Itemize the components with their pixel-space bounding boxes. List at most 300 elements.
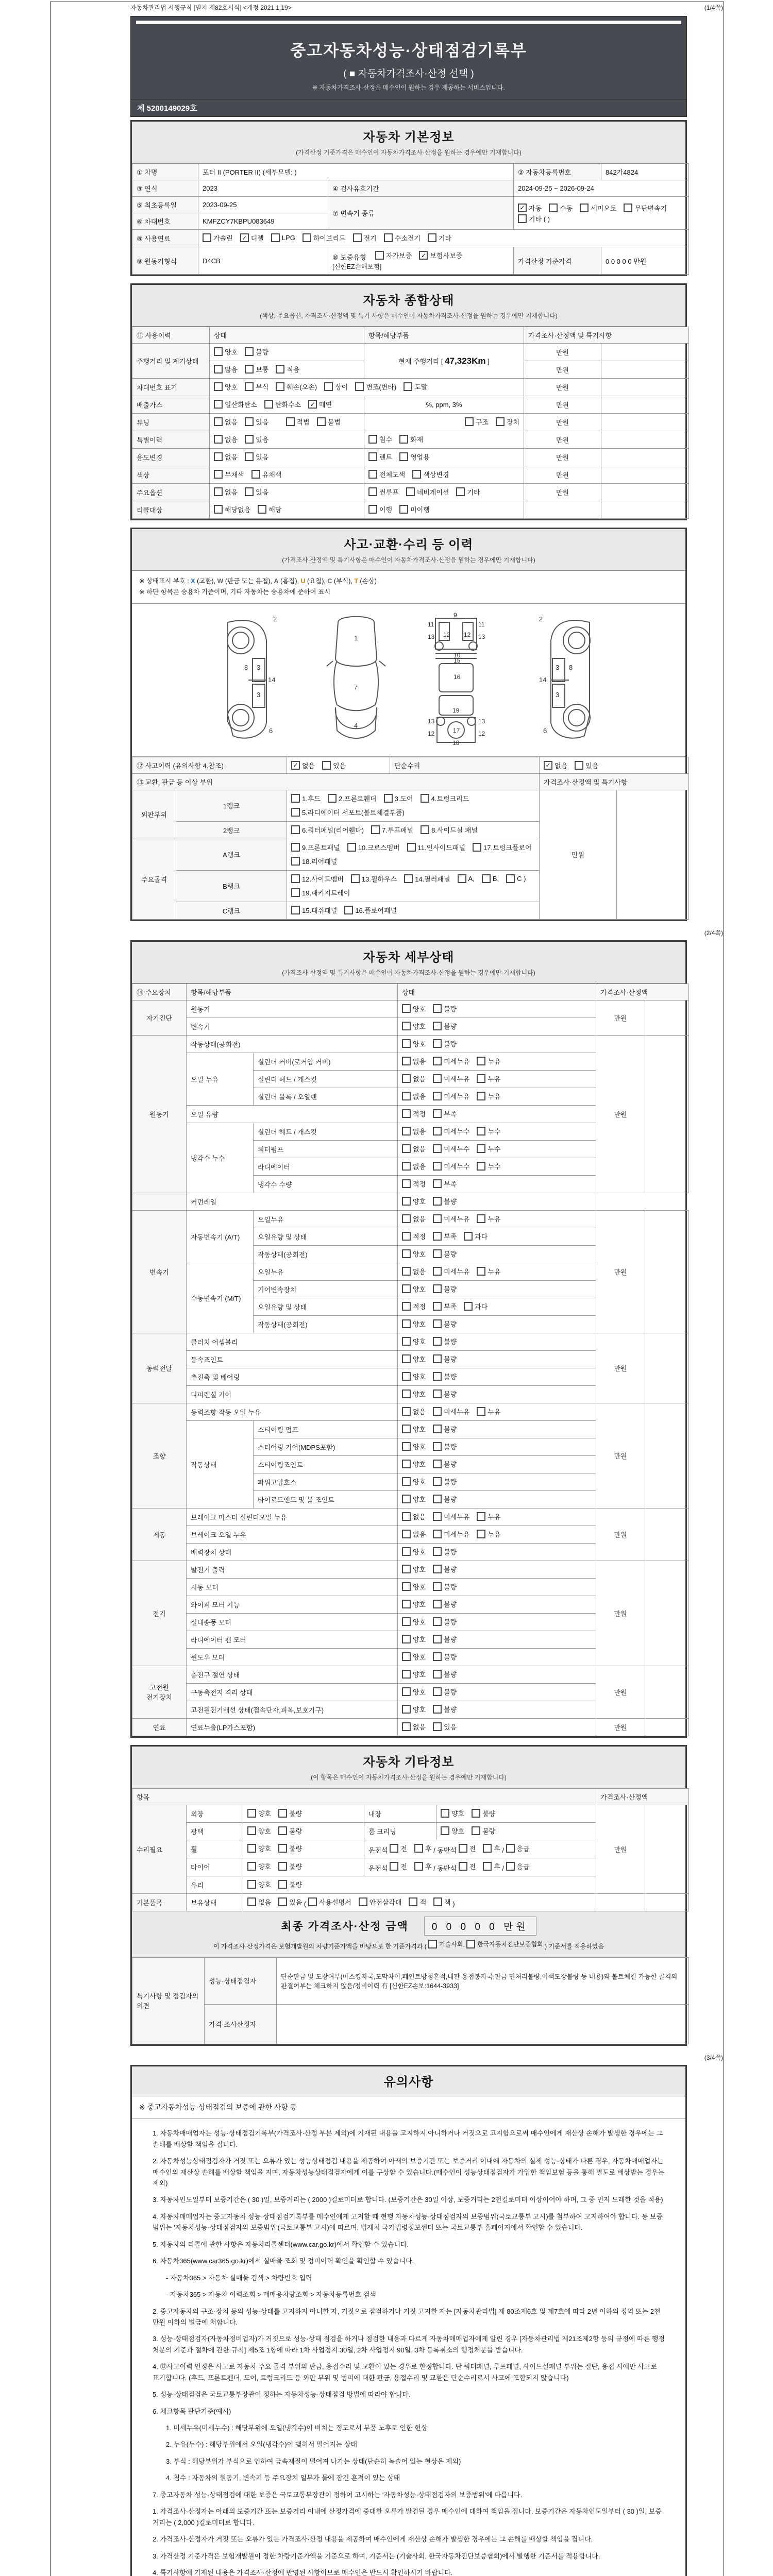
checkbox[interactable]: [402, 1302, 411, 1311]
checkbox[interactable]: [390, 1844, 398, 1853]
checkbox[interactable]: [433, 1652, 442, 1661]
checkbox[interactable]: [433, 1127, 442, 1136]
checkbox[interactable]: [286, 417, 295, 426]
checkbox[interactable]: [402, 1284, 411, 1293]
checkbox[interactable]: [303, 233, 311, 242]
checkbox[interactable]: [291, 906, 300, 914]
checkbox[interactable]: [247, 1826, 256, 1835]
checkbox[interactable]: [278, 1844, 287, 1853]
checkbox-label: 불량: [444, 1600, 457, 1608]
checkbox[interactable]: [384, 233, 393, 242]
checkbox[interactable]: [322, 761, 331, 770]
checkbox[interactable]: [399, 452, 408, 461]
checkbox[interactable]: [506, 1844, 515, 1853]
checkbox[interactable]: [368, 505, 377, 514]
checkbox[interactable]: [409, 1897, 417, 1906]
checkbox-option: [404, 382, 427, 392]
warranty-cell: [328, 247, 514, 275]
checkbox[interactable]: [402, 1565, 411, 1573]
overall-col-item: 항목/해당부품: [364, 327, 524, 344]
tuning-checks-1: [214, 420, 268, 428]
checkbox[interactable]: [433, 1284, 442, 1293]
checkbox[interactable]: [324, 382, 333, 391]
checkbox[interactable]: [247, 1880, 256, 1889]
item-label: 작동상태(공회전): [187, 1035, 398, 1053]
checkbox-option: [402, 1424, 426, 1434]
checkbox[interactable]: [404, 382, 412, 391]
mileage-row-label: 주행거리 및 계기상태: [132, 344, 210, 379]
svg-text:11: 11: [428, 620, 434, 628]
checkbox-label: 부족: [444, 1110, 457, 1118]
car-top-diagram: [317, 612, 395, 746]
checkbox[interactable]: [433, 1512, 442, 1521]
checkbox[interactable]: [402, 1600, 411, 1608]
checkbox[interactable]: [459, 1862, 467, 1871]
checkbox[interactable]: [402, 1249, 411, 1258]
device-group-label: 조향: [132, 1403, 187, 1508]
checkbox[interactable]: [433, 1389, 442, 1398]
checkbox[interactable]: [506, 874, 515, 883]
checkbox[interactable]: [402, 1670, 411, 1679]
checkbox[interactable]: [433, 1232, 442, 1241]
checkbox[interactable]: [402, 1512, 411, 1521]
checkbox[interactable]: [245, 487, 254, 496]
checkbox[interactable]: [433, 1897, 442, 1906]
recall-price: [524, 501, 601, 519]
checkbox[interactable]: [344, 906, 353, 914]
checkbox[interactable]: [459, 1844, 467, 1853]
checkbox[interactable]: [433, 1477, 442, 1486]
checkbox[interactable]: [433, 1022, 442, 1030]
checkbox-option: [402, 1389, 426, 1399]
checkbox[interactable]: [214, 382, 223, 391]
checkbox[interactable]: [518, 214, 527, 223]
checkbox[interactable]: [433, 1162, 442, 1171]
checkbox[interactable]: [482, 874, 491, 883]
checkbox[interactable]: [214, 487, 223, 496]
item-state-checks: [398, 1543, 596, 1561]
checkbox[interactable]: ✓: [291, 761, 300, 770]
checkbox[interactable]: [276, 382, 284, 391]
checkbox-option: [402, 1371, 426, 1381]
rankB-items: [287, 870, 540, 902]
checkbox-label: 기타: [438, 234, 452, 242]
checkbox[interactable]: [412, 470, 421, 479]
checkbox-label: 부식: [256, 383, 269, 391]
checkbox[interactable]: [458, 874, 466, 883]
checkbox-label: 불량: [444, 1705, 457, 1714]
checkbox[interactable]: [214, 435, 223, 444]
checkbox-option: [384, 233, 421, 243]
checkbox-label: 매연: [319, 401, 332, 409]
checkbox[interactable]: [245, 452, 254, 461]
checkbox[interactable]: [402, 1635, 411, 1643]
checkbox[interactable]: [402, 1582, 411, 1591]
checkbox-label: 불량: [289, 1845, 303, 1853]
checkbox-label: 후: [425, 1844, 432, 1853]
checkbox[interactable]: [477, 1127, 485, 1136]
checkbox-label: 없음: [225, 453, 238, 461]
checkbox[interactable]: [433, 1495, 442, 1503]
checkbox[interactable]: [402, 1460, 411, 1468]
checkbox[interactable]: [433, 1214, 442, 1223]
checkbox[interactable]: [353, 233, 362, 242]
checkbox[interactable]: [473, 843, 481, 852]
checkbox[interactable]: [351, 874, 360, 883]
checkbox[interactable]: [433, 1057, 442, 1065]
price-cell: 만원: [596, 1000, 645, 1035]
item-state-checks: [398, 1088, 596, 1105]
checkbox[interactable]: [456, 487, 465, 496]
checkbox[interactable]: [433, 1425, 442, 1433]
checkbox[interactable]: [402, 1530, 411, 1538]
checkbox-label: 양호: [413, 1548, 426, 1556]
checkbox[interactable]: [258, 505, 266, 514]
item-state-checks: [398, 1140, 596, 1158]
checkbox[interactable]: [428, 233, 436, 242]
checkbox[interactable]: [251, 470, 260, 479]
checkbox-option: [291, 888, 350, 897]
checkbox[interactable]: [245, 347, 254, 356]
checkbox[interactable]: [390, 1862, 398, 1871]
checkbox-label: 누유: [488, 1092, 501, 1100]
checkbox-label: 불량: [482, 1827, 496, 1835]
checkbox[interactable]: [466, 1940, 475, 1948]
checkbox[interactable]: [399, 505, 408, 514]
checkbox[interactable]: [433, 1442, 442, 1451]
checkbox[interactable]: ✓: [544, 761, 552, 770]
checkbox[interactable]: [404, 874, 413, 883]
checkbox[interactable]: [247, 1897, 256, 1906]
checkbox[interactable]: [506, 1862, 515, 1871]
checkbox-label: 불량: [444, 1250, 457, 1258]
checkbox[interactable]: [441, 1826, 449, 1835]
checkbox[interactable]: [402, 1705, 411, 1714]
device-group-label: 원동기: [132, 1035, 187, 1193]
overall-note: (색상, 주요옵션, 가격조사·산정액 및 특기 사항은 매수인이 자동차가격조사·산정을 원하는 경우에만 기재합니다): [260, 312, 558, 319]
checkbox-label: 불량: [289, 1880, 303, 1889]
checkbox[interactable]: [464, 1302, 473, 1311]
checkbox[interactable]: [421, 794, 429, 803]
checkbox[interactable]: [414, 1862, 423, 1871]
checkbox[interactable]: [433, 1547, 442, 1556]
checkbox[interactable]: [245, 417, 254, 426]
checkbox[interactable]: [291, 874, 300, 883]
checkbox[interactable]: [477, 1144, 485, 1153]
checkbox-label: 양호: [413, 1022, 426, 1030]
rank1-line1: [291, 793, 535, 804]
checkbox[interactable]: [433, 1582, 442, 1591]
checkbox[interactable]: [402, 1425, 411, 1433]
checkbox-option: [433, 1512, 469, 1521]
checkbox[interactable]: [264, 400, 273, 409]
checkbox-option: [575, 760, 598, 770]
checkbox-label: 15.대쉬패널: [302, 906, 338, 914]
checkbox[interactable]: [278, 1880, 287, 1889]
rankC-items: [287, 902, 540, 919]
notice-item: 1. 자동차매매업자는 성능·상태점검기록부(가격조사·산정 부분 제외)에 기재된 내용을 고지하지 아니하거나 거짓으로 고지함으로써 매수인에게 재산상 손해가 발생한 경우에는 그 손해를 배상할 책임을 집니다.: [153, 2129, 663, 2148]
checkbox[interactable]: [414, 1844, 423, 1853]
section-basic-info: [130, 120, 687, 276]
checkbox[interactable]: [271, 233, 280, 242]
checkbox[interactable]: [308, 1897, 317, 1906]
checkbox[interactable]: [245, 365, 254, 374]
checkbox[interactable]: [371, 825, 380, 834]
item-label: 클러치 어셈블리: [187, 1333, 398, 1350]
checkbox-label: 19.패키지트레이: [302, 889, 350, 897]
checkbox[interactable]: [402, 1144, 411, 1153]
checkbox[interactable]: [496, 417, 505, 426]
checkbox[interactable]: [402, 1162, 411, 1171]
checkbox-label: 양호: [413, 1635, 426, 1643]
checkbox[interactable]: [384, 794, 393, 803]
checkbox[interactable]: [203, 233, 211, 242]
checkbox[interactable]: [402, 1407, 411, 1416]
checkbox-label: 화재: [410, 436, 424, 444]
checkbox-option: [278, 1808, 302, 1818]
ext-checks: [243, 1805, 364, 1822]
holding-items: [308, 1900, 451, 1908]
checkbox[interactable]: [483, 1844, 492, 1853]
item-state-checks: [398, 1193, 596, 1210]
checkbox-option: [402, 1442, 426, 1451]
checkbox[interactable]: [247, 1862, 256, 1871]
checkbox[interactable]: [402, 1232, 411, 1241]
checkbox[interactable]: [355, 382, 364, 391]
checkbox[interactable]: [433, 1670, 442, 1679]
checkbox[interactable]: [580, 204, 589, 212]
checkbox[interactable]: [399, 435, 408, 444]
checkbox-label: 미세누수: [444, 1162, 470, 1171]
checkbox[interactable]: [375, 251, 384, 260]
checkbox[interactable]: [477, 1057, 485, 1065]
checkbox[interactable]: ✓: [240, 233, 249, 242]
checkbox[interactable]: [472, 1826, 480, 1835]
checkbox[interactable]: [402, 1722, 411, 1731]
checkbox[interactable]: [278, 1809, 287, 1818]
checkbox[interactable]: [402, 1022, 411, 1030]
checkbox[interactable]: [402, 1547, 411, 1556]
checkbox[interactable]: [402, 1039, 411, 1048]
checkbox[interactable]: [402, 1687, 411, 1696]
checkbox[interactable]: [433, 1372, 442, 1381]
checkbox[interactable]: [433, 1092, 442, 1100]
checkbox[interactable]: [402, 1109, 411, 1118]
checkbox[interactable]: [433, 1319, 442, 1328]
checkbox-label: 불량: [444, 1197, 457, 1206]
checkbox[interactable]: [245, 382, 254, 391]
checkbox[interactable]: ✓: [308, 400, 317, 409]
checkbox-option: [433, 1301, 457, 1311]
checkbox[interactable]: [402, 1442, 411, 1451]
checkbox[interactable]: [402, 1004, 411, 1013]
notice-title: 유의사항: [383, 2075, 434, 2089]
simple-repair-checks: [540, 757, 689, 773]
checkbox[interactable]: [245, 435, 254, 444]
checkbox[interactable]: [402, 1495, 411, 1503]
mileage-price-note-2: [601, 361, 689, 379]
checkbox[interactable]: [433, 1039, 442, 1048]
checkbox[interactable]: [402, 1092, 411, 1100]
checkbox[interactable]: [368, 487, 377, 496]
checkbox[interactable]: [402, 1337, 411, 1346]
detail-header: [132, 942, 685, 984]
checkbox[interactable]: [477, 1092, 485, 1100]
checkbox[interactable]: [433, 1705, 442, 1714]
checkbox[interactable]: [421, 825, 429, 834]
checkbox[interactable]: [433, 1109, 442, 1118]
checkbox[interactable]: [433, 1635, 442, 1643]
checkbox[interactable]: [433, 1354, 442, 1363]
checkbox[interactable]: [291, 794, 300, 803]
checkbox[interactable]: [624, 204, 632, 212]
checkbox[interactable]: [214, 470, 223, 479]
checkbox-option: [419, 250, 462, 260]
checkbox[interactable]: [247, 1809, 256, 1818]
checkbox[interactable]: [291, 843, 300, 852]
checkbox-option: [402, 1004, 426, 1013]
checkbox[interactable]: [278, 1862, 287, 1871]
checkbox[interactable]: [433, 1249, 442, 1258]
accident-title: 사고·교환·수리 등 이력: [344, 538, 474, 552]
checkbox[interactable]: [402, 1319, 411, 1328]
checkbox[interactable]: [402, 1652, 411, 1661]
checkbox[interactable]: [433, 1267, 442, 1276]
rank1-items: [287, 790, 540, 821]
checkbox[interactable]: [214, 452, 223, 461]
checkbox[interactable]: [402, 1197, 411, 1206]
checkbox[interactable]: [317, 417, 326, 426]
checkbox[interactable]: [291, 857, 300, 866]
checkbox[interactable]: [278, 1826, 287, 1835]
checkbox[interactable]: [477, 1074, 485, 1083]
checkbox[interactable]: [214, 417, 223, 426]
checkbox[interactable]: [477, 1214, 485, 1223]
checkbox[interactable]: [291, 825, 300, 834]
checkbox[interactable]: [402, 1354, 411, 1363]
checkbox-label: 불량: [482, 1809, 496, 1818]
checkbox[interactable]: [477, 1162, 485, 1171]
checkbox[interactable]: [402, 1267, 411, 1276]
checkbox[interactable]: [465, 417, 474, 426]
checkbox[interactable]: [328, 794, 337, 803]
checkbox[interactable]: [407, 843, 416, 852]
checkbox-label: 불량: [444, 1425, 457, 1433]
checkbox-option: [214, 487, 238, 497]
checkbox-label: 없음: [413, 1057, 426, 1065]
checkbox[interactable]: [477, 1267, 485, 1276]
checkbox[interactable]: [402, 1214, 411, 1223]
checkbox-option: [375, 250, 412, 260]
checkbox[interactable]: [291, 808, 300, 817]
checkbox[interactable]: [477, 1512, 485, 1521]
checkbox-option: [402, 1214, 426, 1224]
checkbox[interactable]: [483, 1862, 492, 1871]
checkbox-option: [433, 1021, 457, 1031]
checkbox[interactable]: [402, 1074, 411, 1083]
checkbox[interactable]: ✓: [419, 251, 428, 260]
checkbox[interactable]: [433, 1337, 442, 1346]
checkbox[interactable]: [433, 1687, 442, 1696]
checkbox[interactable]: [291, 888, 300, 897]
checkbox[interactable]: [433, 1460, 442, 1468]
checkbox[interactable]: [477, 1530, 485, 1538]
checkbox[interactable]: [433, 1074, 442, 1083]
checkbox[interactable]: [406, 487, 415, 496]
checkbox[interactable]: [276, 365, 284, 374]
checkbox-option: [402, 1284, 426, 1294]
item-state-checks: [398, 1631, 596, 1648]
checkbox[interactable]: [402, 1057, 411, 1065]
checkbox-label: 불량: [289, 1863, 303, 1871]
checkbox[interactable]: [472, 1809, 480, 1818]
checkbox[interactable]: [368, 470, 377, 479]
checkbox[interactable]: [278, 1897, 287, 1906]
checkbox[interactable]: [433, 1530, 442, 1538]
checkbox[interactable]: [575, 761, 583, 770]
checkbox[interactable]: [433, 1179, 442, 1188]
svg-text:2: 2: [539, 615, 543, 623]
checkbox[interactable]: [433, 1722, 442, 1731]
checkbox[interactable]: [433, 1565, 442, 1573]
checkbox[interactable]: [402, 1372, 411, 1381]
checkbox[interactable]: [214, 505, 223, 514]
checkbox[interactable]: [402, 1617, 411, 1626]
checkbox[interactable]: [433, 1004, 442, 1013]
checkbox-option: [477, 1144, 500, 1154]
checkbox[interactable]: [347, 843, 356, 852]
checkbox[interactable]: [214, 365, 223, 374]
checkbox[interactable]: [402, 1127, 411, 1136]
checkbox[interactable]: [441, 1809, 449, 1818]
checkbox[interactable]: [428, 1940, 437, 1948]
checkbox[interactable]: [433, 1197, 442, 1206]
checkbox[interactable]: [368, 452, 377, 461]
checkbox-label: 보통: [256, 366, 269, 374]
checkbox[interactable]: [433, 1302, 442, 1311]
checkbox-label: 일산화탄소: [225, 401, 257, 409]
checkbox-label: 수소전기: [394, 234, 421, 242]
checkbox[interactable]: [214, 400, 223, 409]
checkbox[interactable]: [402, 1389, 411, 1398]
checkbox-option: [291, 856, 337, 866]
notice-item: - 자동차365 > 자동차 이력조회 > 매매용차량조회 > 자동차등록번호 검색: [166, 2291, 376, 2299]
checkbox[interactable]: [549, 204, 558, 212]
car-name-value: 포터 II (PORTER II) (세부모델: ): [198, 164, 514, 180]
checkbox-label: 무단변속기: [634, 204, 667, 212]
checkbox[interactable]: [402, 1179, 411, 1188]
checkbox[interactable]: [433, 1600, 442, 1608]
checkbox[interactable]: [214, 347, 223, 356]
checkbox-label: 불량: [444, 1688, 457, 1696]
checkbox-option: [303, 233, 346, 243]
checkbox[interactable]: [477, 1407, 485, 1416]
checkbox[interactable]: [464, 1232, 473, 1241]
checkbox-label: 많음: [225, 366, 238, 374]
checkbox[interactable]: [359, 1897, 367, 1906]
checkbox[interactable]: [247, 1844, 256, 1853]
checkbox[interactable]: [368, 435, 377, 444]
checkbox[interactable]: [402, 1477, 411, 1486]
checkbox[interactable]: ✓: [518, 204, 527, 212]
checkbox[interactable]: [433, 1617, 442, 1626]
checkbox[interactable]: [433, 1144, 442, 1153]
item-label: 작동상태(공회전): [254, 1315, 398, 1333]
engine-type-label: ⑨ 원동기형식: [132, 247, 198, 275]
checkbox[interactable]: [433, 1407, 442, 1416]
checkbox-option: [399, 504, 430, 514]
item-label: 실린더 헤드 / 개스킷: [254, 1123, 398, 1140]
